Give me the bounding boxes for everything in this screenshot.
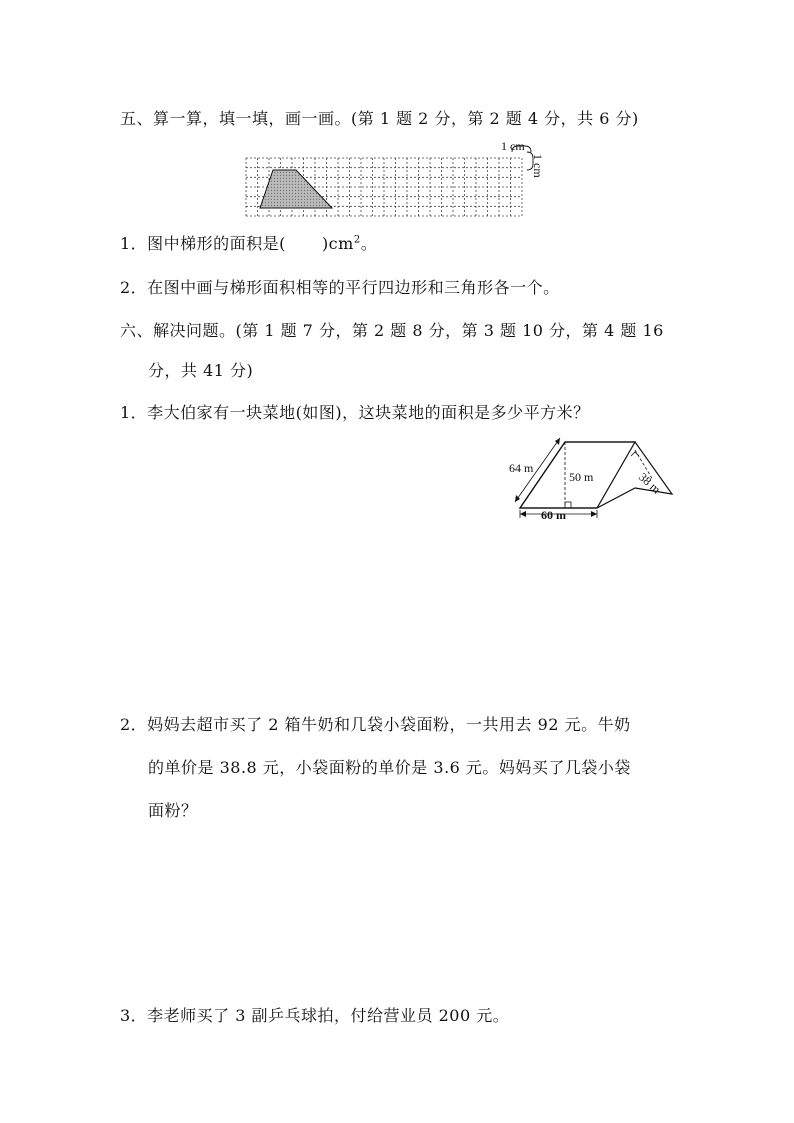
- section6-q2-line2: 的单价是 38.8 元，小袋面粉的单价是 3.6 元。妈妈买了几袋小袋: [148, 758, 631, 777]
- label-side: 64 m: [509, 461, 534, 475]
- q1-superscript: 2: [353, 234, 361, 246]
- section6-q3: 3．李老师买了 3 副乒乓球拍，付给营业员 200 元。: [120, 1006, 510, 1025]
- arrow-head-icon: [520, 511, 526, 517]
- arrow-head-icon: [591, 511, 597, 517]
- label-base: 60 m: [541, 508, 566, 522]
- label-height: 50 m: [569, 470, 594, 484]
- section6-q1: 1．李大伯家有一块菜地(如图)，这块菜地的面积是多少平方米？: [120, 403, 590, 422]
- q1-suffix: )cm: [321, 234, 354, 253]
- grid-label-vertical: 1 cm: [531, 154, 545, 178]
- label-slant: 38 m: [635, 469, 664, 497]
- section6-q2-line1: 2．妈妈去超市买了 2 箱牛奶和几袋小袋面粉，一共用去 92 元。牛奶: [120, 715, 631, 734]
- q1-prefix: 1．图中梯形的面积是(: [120, 234, 286, 253]
- grid-label-horizontal: 1 cm: [501, 139, 525, 153]
- grid-trapezoid-figure: [240, 138, 545, 222]
- section6-q2-line3: 面粉？: [148, 801, 198, 820]
- section5-q2: 2．在图中画与梯形面积相等的平行四边形和三角形各一个。: [120, 278, 560, 297]
- vegetable-field-figure: [505, 432, 685, 524]
- q1-end: 。: [360, 234, 378, 253]
- section5-heading: 五、算一算，填一填，画一画。(第 1 题 2 分，第 2 题 4 分，共 6 分): [120, 109, 639, 128]
- section6-heading-line1: 六、解决问题。(第 1 题 7 分，第 2 题 8 分，第 3 题 10 分，第 4 题 16: [120, 321, 664, 340]
- section6-heading-line2: 分，共 41 分): [148, 361, 254, 380]
- trapezoid-shape: [260, 170, 332, 208]
- section5-q1: [120, 231, 377, 254]
